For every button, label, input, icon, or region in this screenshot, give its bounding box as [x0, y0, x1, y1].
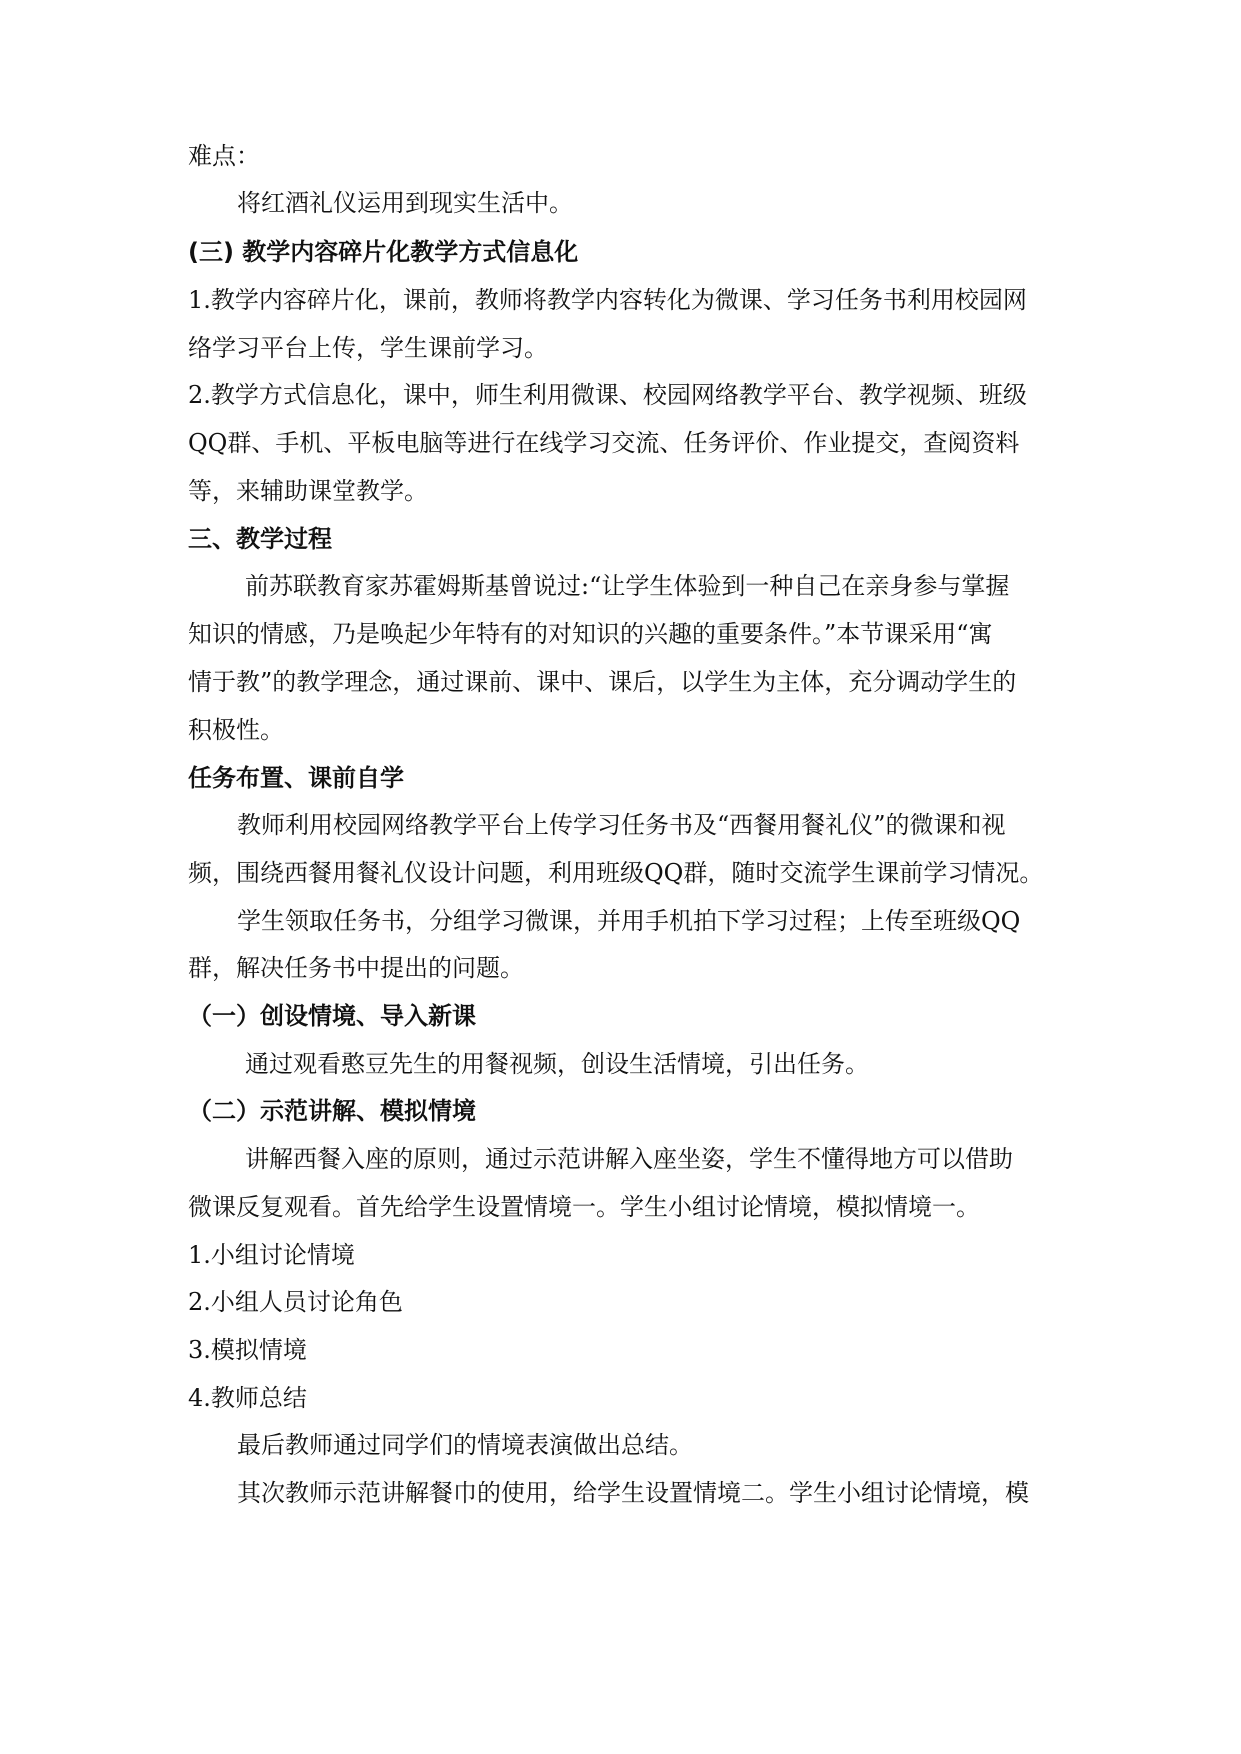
paragraph-line: 最后教师通过同学们的情境表演做出总结。	[237, 1431, 693, 1459]
paragraph-line: 讲解西餐入座的原则，通过示范讲解入座坐姿，学生不懂得地方可以借助	[245, 1145, 1013, 1173]
paragraph-line: 1.小组讨论情境	[188, 1241, 355, 1269]
section-heading: （二）示范讲解、模拟情境	[188, 1097, 476, 1125]
paragraph-line: 知识的情感，乃是唤起少年特有的对知识的兴趣的重要条件。”本节课采用“寓	[188, 620, 993, 648]
paragraph-line: 络学习平台上传，学生课前学习。	[188, 334, 548, 362]
paragraph-line: 2.教学方式信息化，课中，师生利用微课、校园网络教学平台、教学视频、班级	[188, 381, 1027, 409]
paragraph-line: 群，解决任务书中提出的问题。	[188, 954, 524, 982]
paragraph-line: 难点：	[188, 142, 260, 170]
section-heading: 三、教学过程	[188, 525, 332, 553]
paragraph-line: 积极性。	[188, 716, 284, 744]
paragraph-line: 情于教”的教学理念，通过课前、课中、课后，以学生为主体，充分调动学生的	[188, 668, 1017, 696]
paragraph-line: 将红酒礼仪运用到现实生活中。	[237, 189, 573, 217]
paragraph-line: QQ群、手机、平板电脑等进行在线学习交流、任务评价、作业提交，查阅资料	[188, 429, 1020, 457]
paragraph-line: 学生领取任务书，分组学习微课，并用手机拍下学习过程；上传至班级QQ	[237, 907, 1021, 935]
paragraph-line: 教师利用校园网络教学平台上传学习任务书及“西餐用餐礼仪”的微课和视	[237, 811, 1006, 839]
paragraph-line: 前苏联教育家苏霍姆斯基曾说过:“让学生体验到一种自己在亲身参与掌握	[245, 572, 1010, 600]
paragraph-line: 频，围绕西餐用餐礼仪设计问题，利用班级QQ群，随时交流学生课前学习情况。	[188, 859, 1044, 887]
paragraph-line: 1.教学内容碎片化，课前，教师将教学内容转化为微课、学习任务书利用校园网	[188, 286, 1027, 314]
section-heading: 任务布置、课前自学	[188, 764, 404, 792]
paragraph-line: 2.小组人员讨论角色	[188, 1288, 403, 1316]
section-heading: (三) 教学内容碎片化教学方式信息化	[188, 238, 579, 266]
paragraph-line: 其次教师示范讲解餐巾的使用，给学生设置情境二。学生小组讨论情境，模	[237, 1479, 1029, 1507]
paragraph-line: 微课反复观看。首先给学生设置情境一。学生小组讨论情境，模拟情境一。	[188, 1193, 980, 1221]
paragraph-line: 通过观看憨豆先生的用餐视频，创设生活情境，引出任务。	[245, 1050, 869, 1078]
section-heading: （一）创设情境、导入新课	[188, 1002, 476, 1030]
paragraph-line: 3.模拟情境	[188, 1336, 307, 1364]
paragraph-line: 等，来辅助课堂教学。	[188, 477, 428, 505]
paragraph-line: 4.教师总结	[188, 1384, 307, 1412]
